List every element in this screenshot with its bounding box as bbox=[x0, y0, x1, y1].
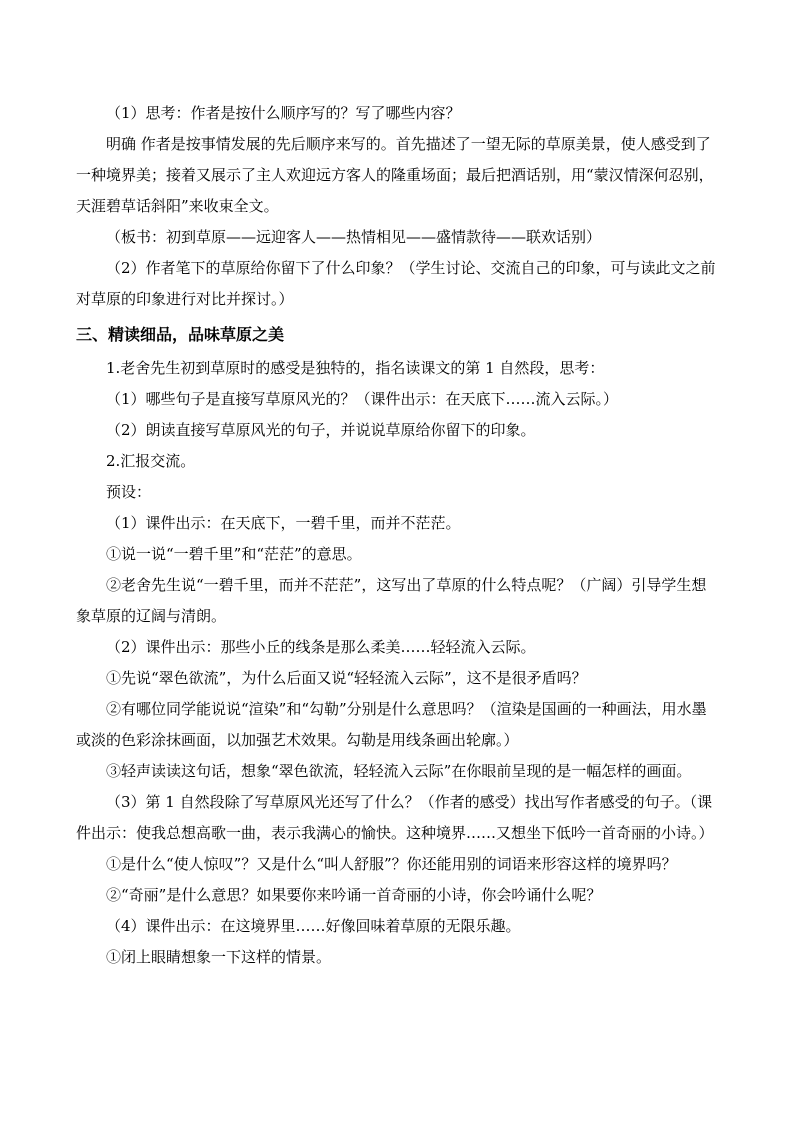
paragraph-question-2: （2）朗读直接写草原风光的句子，并说说草原给你留下的印象。 bbox=[106, 421, 536, 439]
paragraph-think-question-2: （2）作者笔下的草原给你留下了什么印象？（学生讨论、交流自己的印象，可与读此文之前对草原的印象进行对比并探讨。） bbox=[76, 259, 716, 308]
paragraph-slide-2-q2: ②有哪位同学能说说“渲染”和“勾勒”分别是什么意思吗？（渲染是国画的一种画法，用水墨或淡的色彩涂抹画面，以加强艺术效果。勾勒是用线条画出轮廓。） bbox=[76, 700, 707, 749]
paragraph-slide-1-q1: ①说一说“一碧千里”和“茫茫”的意思。 bbox=[106, 545, 362, 563]
paragraph-slide-2-q3: ③轻声读读这句话，想象“翠色欲流，轻轻流入云际”在你眼前呈现的是一幅怎样的画面。 bbox=[106, 762, 692, 780]
document-body bbox=[76, 98, 720, 973]
paragraph-slide-3-q2: ②“奇丽”是什么意思？如果要你来吟诵一首奇丽的小诗，你会吟诵什么呢？ bbox=[106, 886, 602, 904]
paragraph-slide-2: （2）课件出示：那些小丘的线条是那么柔美……轻轻流入云际。 bbox=[106, 638, 536, 656]
paragraph-slide-3: （3）第 1 自然段除了写草原风光还写了什么？（作者的感受）找出写作者感受的句子。（课件出示：使我总想高歌一曲，表示我满心的愉快。这种境界……又想坐下低吟一首奇丽的小诗。） bbox=[76, 793, 714, 842]
paragraph-step-2: 2.汇报交流。 bbox=[106, 452, 196, 470]
paragraph-slide-1-q2: ②老舍先生说“一碧千里，而并不茫茫”，这写出了草原的什么特点呢？（广阔）引导学生想象草原的辽阔与清朗。 bbox=[76, 576, 707, 625]
paragraph-slide-3-q1: ①是什么“使人惊叹”？又是什么“叫人舒服”？你还能用别的词语来形容这样的境界吗？ bbox=[106, 855, 677, 873]
paragraph-board-notes: （板书：初到草原——远迎客人——热情相见——盛情款待——联欢话别） bbox=[106, 228, 602, 246]
paragraph-preset: 预设： bbox=[106, 483, 152, 501]
section-heading: 三、精读细品，品味草原之美 bbox=[76, 325, 285, 344]
paragraph-answer-order: 明确 作者是按事情发展的先后顺序来写的。首先描述了一望无际的草原美景，使人感受到了一种境界美；接着又展示了主人欢迎远方客人的隆重场面；最后把酒话别，用“蒙汉情深何忍别，天涯碧草话斜阳”来收束全文。 bbox=[76, 135, 714, 215]
paragraph-slide-4-q1: ①闭上眼睛想象一下这样的情景。 bbox=[106, 948, 332, 966]
paragraph-question-1: （1）哪些句子是直接写草原风光的？（课件出示：在天底下……流入云际。） bbox=[106, 390, 619, 408]
paragraph-think-question-1: （1）思考：作者是按什么顺序写的？写了哪些内容？ bbox=[106, 104, 461, 122]
paragraph-slide-2-q1: ①先说“翠色欲流”，为什么后面又说“轻轻流入云际”，这不是很矛盾吗？ bbox=[106, 669, 587, 687]
paragraph-slide-4: （4）课件出示：在这境界里……好像回味着草原的无限乐趣。 bbox=[106, 917, 521, 935]
paragraph-slide-1: （1）课件出示：在天底下，一碧千里，而并不茫茫。 bbox=[106, 514, 461, 532]
paragraph-step-1: 1.老舍先生初到草原时的感受是独特的，指名读课文的第 1 自然段，思考： bbox=[106, 359, 605, 377]
